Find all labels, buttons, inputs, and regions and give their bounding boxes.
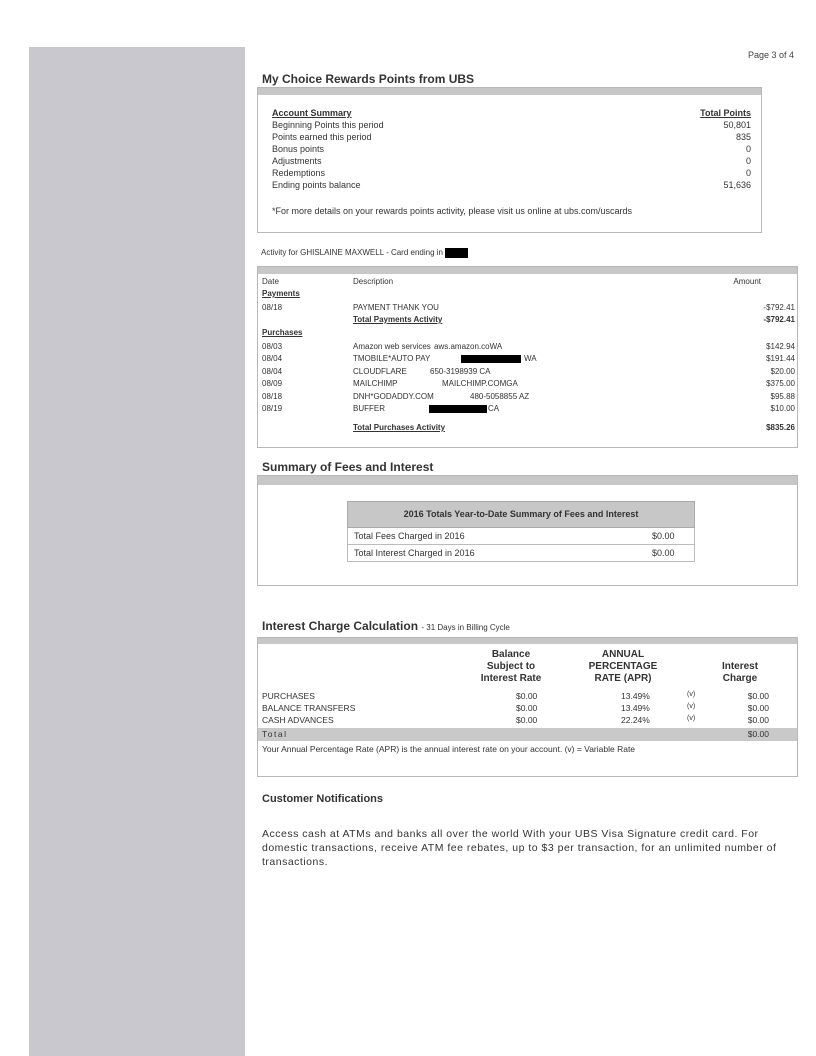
interest-total-value: $0.00	[747, 729, 769, 739]
transaction-location: aws.amazon.coWA	[434, 342, 503, 351]
rewards-summary-box	[257, 87, 762, 233]
fees-box-header-bar	[258, 476, 797, 485]
header-line: PERCENTAGE	[588, 661, 658, 672]
header-line: Interest Rate	[480, 673, 542, 684]
rewards-row	[272, 168, 751, 180]
interest-row	[262, 703, 793, 715]
header-line: Balance	[491, 649, 531, 660]
header-line: Subject to	[486, 661, 536, 672]
interest-section-title	[262, 619, 510, 633]
transaction-date: 08/04	[262, 354, 283, 363]
rewards-row	[272, 120, 751, 132]
interest-total-row	[258, 728, 797, 741]
transaction-description: PAYMENT THANK YOU	[353, 303, 439, 312]
rewards-row	[272, 132, 751, 144]
transaction-amount: $375.00	[766, 379, 795, 388]
transaction-description: TMOBILE*AUTO PAY	[353, 354, 431, 363]
interest-calculation-box	[257, 637, 798, 777]
activity-table	[257, 266, 798, 448]
rewards-row-value: 0	[745, 168, 751, 178]
payments-total-label: Total Payments Activity	[353, 315, 443, 324]
header-line: Interest	[721, 661, 759, 672]
amount-column-header: Amount	[733, 277, 761, 286]
rewards-row-value: 0	[745, 144, 751, 154]
purchases-label-row	[262, 328, 795, 340]
rewards-note: *For more details on your rewards points activity, please visit us online at ubs.com/uscards	[272, 206, 632, 216]
transaction-date: 08/09	[262, 379, 283, 388]
interest-charge-column-header	[705, 661, 775, 685]
transaction-location: MAILCHIMP.COMGA	[442, 379, 518, 388]
interest-subtitle: - 31 Days in Billing Cycle	[421, 623, 510, 632]
transaction-date: 08/04	[262, 367, 283, 376]
rewards-box-header-bar	[258, 88, 761, 95]
transaction-row	[262, 392, 795, 404]
rewards-row-label: Adjustments	[272, 156, 322, 166]
total-points-header: Total Points	[700, 108, 751, 118]
transaction-location: CA	[488, 404, 500, 413]
header-line: Charge	[722, 673, 758, 684]
fees-table-title: 2016 Totals Year-to-Date Summary of Fees and Interest	[347, 501, 695, 528]
interest-row-balance: $0.00	[516, 703, 538, 713]
transaction-row	[262, 367, 795, 379]
payments-label: Payments	[262, 289, 300, 298]
transaction-date: 08/18	[262, 303, 283, 312]
rewards-row-value: 50,801	[723, 120, 751, 130]
transaction-date: 08/19	[262, 404, 283, 413]
fees-row-value: $0.00	[652, 531, 675, 541]
interest-row-apr: 22.24%	[621, 715, 650, 725]
transaction-description: BUFFER	[353, 404, 385, 413]
transaction-amount: -$792.41	[763, 303, 795, 312]
interest-row-charge: $0.00	[747, 691, 769, 701]
variable-rate-flag: (v)	[687, 715, 696, 722]
interest-row-balance: $0.00	[516, 715, 538, 725]
fees-row-value: $0.00	[652, 548, 675, 558]
fees-row	[347, 528, 695, 545]
interest-row	[262, 715, 793, 727]
redacted-text	[461, 355, 521, 363]
transaction-row	[262, 303, 795, 315]
transaction-description: Amazon web services	[353, 342, 431, 351]
interest-row-apr: 13.49%	[621, 703, 650, 713]
redacted-text	[429, 405, 487, 413]
rewards-section-title: My Choice Rewards Points from UBS	[262, 72, 475, 86]
interest-title: Interest Charge Calculation	[262, 619, 419, 633]
purchases-total-label: Total Purchases Activity	[353, 423, 446, 432]
rewards-header-row	[272, 108, 751, 120]
rewards-row-value: 835	[735, 132, 751, 142]
interest-row-balance: $0.00	[516, 691, 538, 701]
account-summary-label: Account Summary	[272, 108, 352, 118]
interest-row-name: BALANCE TRANSFERS	[262, 703, 356, 713]
transaction-description: CLOUDFLARE	[353, 367, 407, 376]
apr-footnote: Your Annual Percentage Rate (APR) is the annual interest rate on your account. (v) = Variable Rate	[262, 744, 636, 754]
transaction-description: MAILCHIMP	[353, 379, 398, 388]
rewards-row	[272, 180, 751, 192]
transaction-amount: $191.44	[766, 354, 795, 363]
activity-column-headers	[262, 277, 795, 289]
transaction-amount: $95.88	[770, 392, 795, 401]
transaction-row	[262, 379, 795, 391]
interest-row-charge: $0.00	[747, 715, 769, 725]
activity-heading-text: Activity for GHISLAINE MAXWELL - Card ending in	[261, 248, 443, 258]
fees-row-label: Total Interest Charged in 2016	[354, 548, 475, 558]
fees-row-label: Total Fees Charged in 2016	[354, 531, 465, 541]
redacted-card-number	[445, 248, 468, 258]
activity-heading	[261, 248, 468, 258]
interest-box-header-bar	[258, 638, 797, 644]
notifications-title: Customer Notifications	[262, 793, 384, 805]
rewards-row-value: 51,636	[723, 180, 751, 190]
transaction-date: 08/03	[262, 342, 283, 351]
transaction-row	[262, 354, 795, 366]
payments-total-row	[262, 315, 795, 327]
transaction-amount: $142.94	[766, 342, 795, 351]
variable-rate-flag: (v)	[687, 703, 696, 710]
fees-summary-box	[257, 475, 798, 586]
page-number: Page 3 of 4	[747, 50, 794, 60]
rewards-row	[272, 156, 751, 168]
payments-total-amount: -$792.41	[763, 315, 795, 324]
transaction-row	[262, 342, 795, 354]
purchases-total-row	[262, 423, 795, 435]
variable-rate-flag: (v)	[687, 691, 696, 698]
fees-section-title: Summary of Fees and Interest	[262, 460, 434, 474]
interest-row	[262, 691, 793, 703]
transaction-location: 480-5058855 AZ	[470, 392, 530, 401]
transaction-date: 08/18	[262, 392, 283, 401]
transaction-description: DNH*GODADDY.COM	[353, 392, 434, 401]
interest-row-apr: 13.49%	[621, 691, 650, 701]
left-sidebar-band	[29, 47, 245, 1056]
interest-total-label: Total	[262, 729, 288, 739]
purchases-label: Purchases	[262, 328, 303, 337]
rewards-row-label: Bonus points	[272, 144, 325, 154]
rewards-row-value: 0	[745, 156, 751, 166]
balance-column-header	[468, 649, 554, 685]
transaction-amount: $20.00	[770, 367, 795, 376]
transaction-location: 650-3198939 CA	[430, 367, 491, 376]
interest-row-name: PURCHASES	[262, 691, 315, 701]
notifications-body: Access cash at ATMs and banks all over the world With your UBS Visa Signature credit card. For domestic transactions, receive ATM fee rebates, up to $3 per transaction, for an unlimited number of transactions.	[262, 828, 777, 868]
purchases-total-amount: $835.26	[766, 423, 795, 432]
rewards-row-label: Ending points balance	[272, 180, 361, 190]
fees-row	[347, 545, 695, 562]
activity-header-bar	[258, 267, 797, 274]
payments-label-row	[262, 289, 795, 301]
rewards-row-label: Redemptions	[272, 168, 326, 178]
rewards-row-label: Beginning Points this period	[272, 120, 384, 130]
transaction-location: WA	[524, 354, 537, 363]
transaction-amount: $10.00	[770, 404, 795, 413]
description-column-header: Description	[353, 277, 394, 286]
header-line: ANNUAL	[601, 649, 645, 660]
transaction-row	[262, 404, 795, 416]
rewards-row	[272, 144, 751, 156]
apr-column-header	[577, 649, 669, 685]
header-line: RATE (APR)	[594, 673, 652, 684]
rewards-row-label: Points earned this period	[272, 132, 372, 142]
interest-row-charge: $0.00	[747, 703, 769, 713]
interest-row-name: CASH ADVANCES	[262, 715, 334, 725]
date-column-header: Date	[262, 277, 279, 286]
